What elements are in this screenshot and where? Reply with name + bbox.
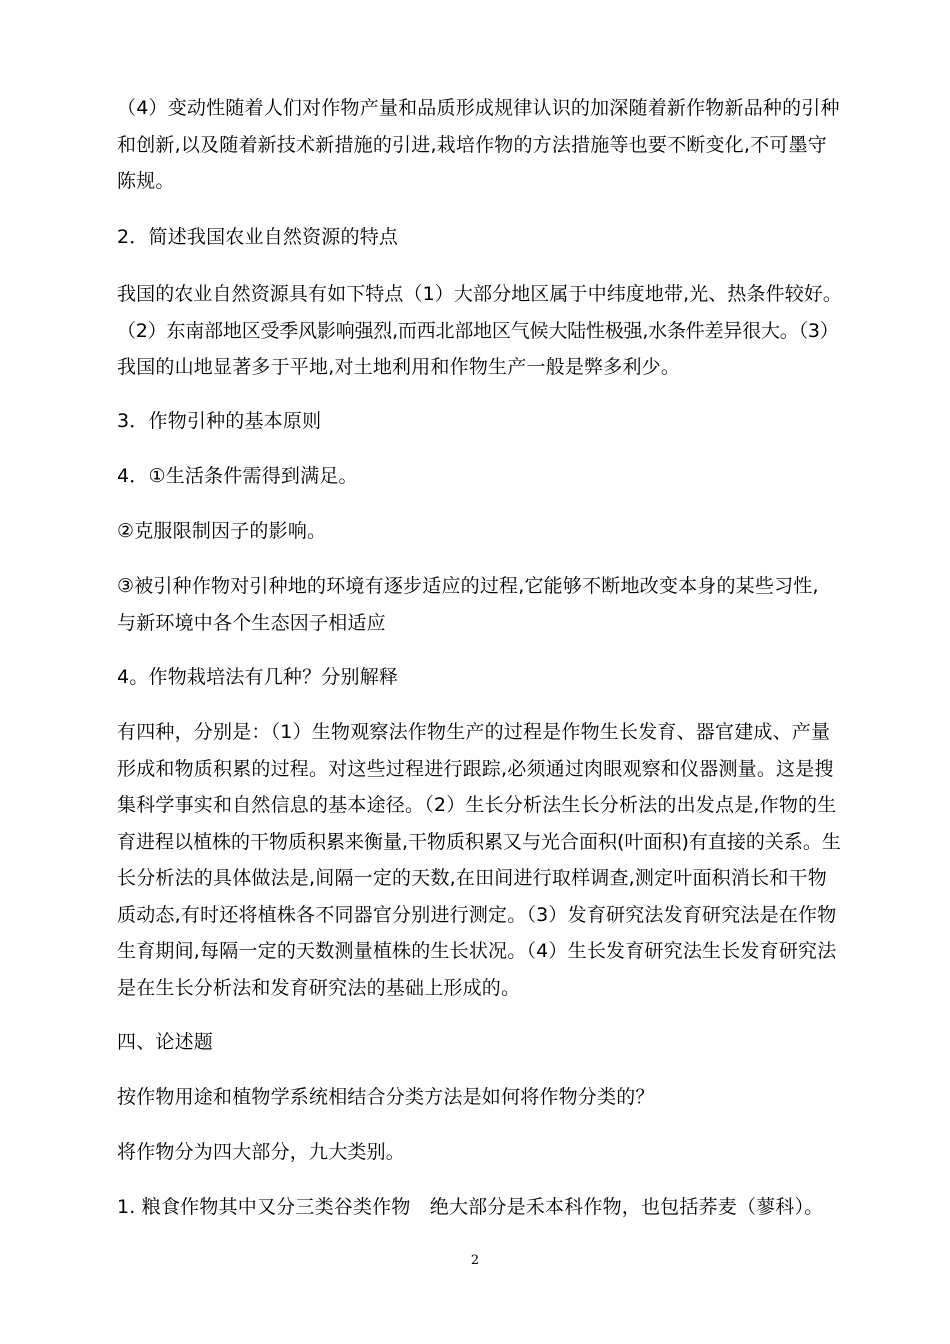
paragraph-variability [117, 90, 840, 200]
section-4-title [117, 1024, 837, 1061]
question-2-answer [117, 276, 843, 386]
question-3-title [117, 403, 837, 440]
question-4-answer [117, 714, 841, 1006]
text-line: 长分析法的具体做法是,间隔一定的天数,在田间进行取样调查,测定叶面积消长和干物 [117, 867, 827, 889]
text-line: 是在生长分析法和发育研究法的基础上形成的。 [117, 976, 521, 999]
text-line: ③被引种作物对引种地的环境有逐步适应的过程,它能够不断地改变本身的某些习性, [117, 575, 819, 597]
text-line: （4）变动性随着人们对作物产量和品质形成规律认识的加深随着新作物新品种的引种 [117, 97, 840, 119]
text-line: 育进程以植株的干物质积累来衡量,干物质积累又与光合面积(叶面积)有直接的关系。生 [117, 830, 841, 853]
text-line: 陈规。 [117, 170, 175, 192]
text-line: 4。作物栽培法有几种？分别解释 [117, 666, 399, 688]
text-line: 质动态,有时还将植株各不同器官分别进行测定。（3）发育研究法发育研究法是在作物 [117, 903, 837, 926]
text-line: （2）东南部地区受季风影响强烈,而西北部地区气候大陆性极强,水条件差异很大。（3） [117, 319, 839, 342]
text-line: 我国的农业自然资源具有如下特点（1）大部分地区属于中纬度地带,光、热条件较好。 [117, 283, 843, 305]
question-4-title [117, 659, 837, 696]
essay-item-1 [117, 1189, 837, 1226]
text-line: 我国的山地显著多于平地,对土地利用和作物生产一般是弊多利少。 [117, 356, 681, 378]
text-line: 有四种，分别是：（1）生物观察法作物生产的过程是作物生长发育、器官建成、产量 [117, 721, 831, 743]
text-line: 3．作物引种的基本原则 [117, 410, 322, 432]
text-line: 与新环境中各个生态因子相适应 [117, 611, 386, 634]
text-line: 将作物分为四大部分，九大类别。 [117, 1141, 406, 1163]
text-line: 和创新,以及随着新技术新措施的引进,栽培作物的方法措施等也要不断变化,不可墨守 [117, 133, 827, 156]
essay-question [117, 1079, 837, 1116]
text-line: 按作物用途和植物学系统相结合分类方法是如何将作物分类的？ [117, 1086, 655, 1108]
essay-answer-intro [117, 1134, 837, 1171]
text-line: 1. 粮食作物其中又分三类谷类作物 绝大部分是禾本科作物，也包括荞麦（蓼科）。 [117, 1196, 824, 1218]
question-3-item-3 [117, 568, 837, 641]
text-line: 2．简述我国农业自然资源的特点 [117, 226, 399, 248]
text-line: 集科学事实和自然信息的基本途径。（2）生长分析法生长分析法的出发点是,作物的生 [117, 794, 837, 816]
question-2-title [117, 219, 837, 256]
text-line: ②克服限制因子的影响。 [117, 520, 327, 542]
text-line: 形成和物质积累的过程。对这些过程进行跟踪,必须通过肉眼观察和仪器测量。这是搜 [117, 757, 834, 780]
text-line: 4．①生活条件需得到满足。 [117, 465, 358, 487]
page-number: 2 [470, 1253, 480, 1268]
question-3-item-1 [117, 458, 837, 495]
text-line: 四、论述题 [117, 1031, 214, 1053]
text-line: 生育期间,每隔一定的天数测量植株的生长状况。（4）生长发育研究法生长发育研究法 [117, 940, 837, 962]
question-3-item-2 [117, 513, 837, 550]
